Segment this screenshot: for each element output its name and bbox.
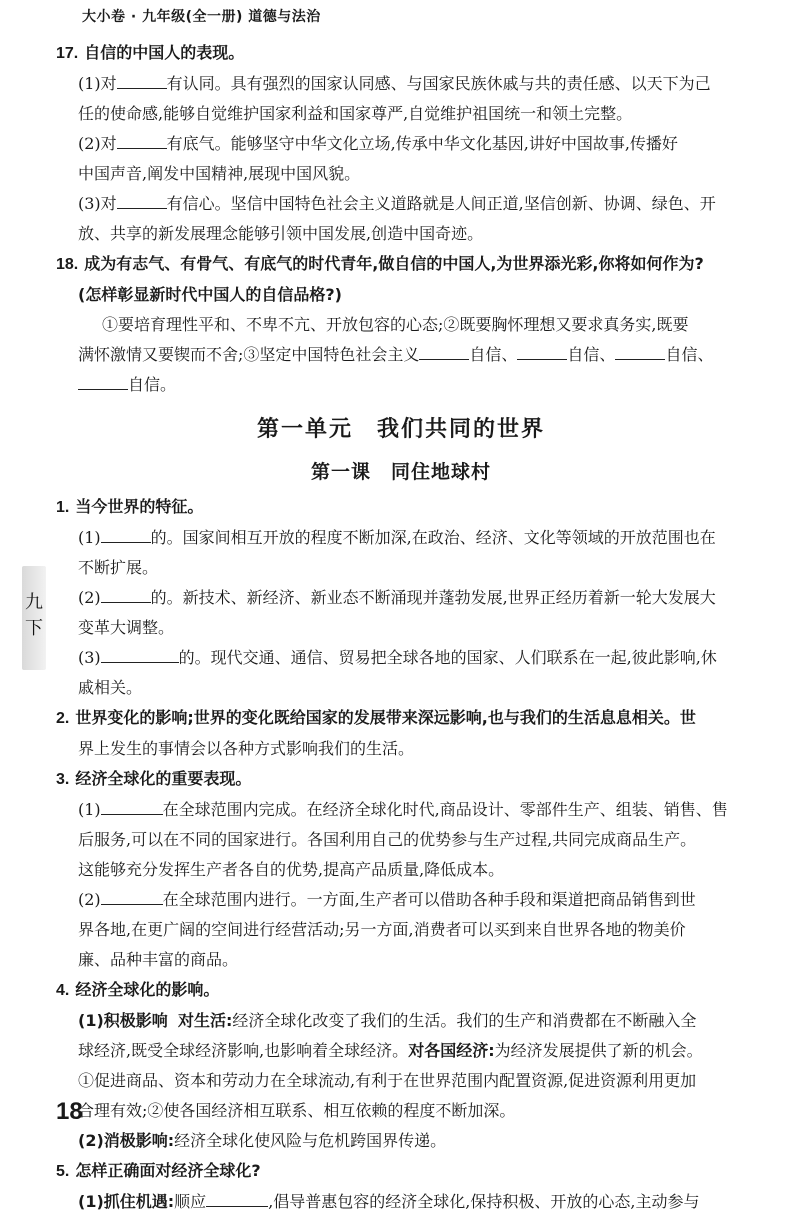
question-17-title: 17. 自信的中国人的表现。 [56, 43, 245, 62]
answer-blank[interactable] [101, 796, 163, 815]
section-4-title: 4. 经济全球化的影响。 [56, 980, 220, 999]
q17-item-3: (3)对 有信心。坚信中国特色社会主义道路就是人间正道,坚信创新、协调、绿色、开 [56, 189, 746, 219]
page-number: 18 [56, 1098, 83, 1125]
answer-blank[interactable] [117, 130, 167, 149]
s5-item-1: (1)抓住机遇:顺应 ,倡导普惠包容的经济全球化,保持积极、开放的心态,主动参与 [56, 1187, 746, 1217]
s4-item-1-cont-1: 球经济,既受全球经济影响,也影响着全球经济。对各国经济:为经济发展提供了新的机会。 [78, 1041, 703, 1060]
answer-blank[interactable] [101, 584, 151, 603]
answer-blank[interactable] [615, 341, 665, 360]
s3-item-1-cont-2: 这能够充分发挥生产者各自的优势,提高产品质量,降低成本。 [78, 860, 505, 879]
q17-item-2-cont: 中国声音,阐发中国精神,展现中国风貌。 [78, 164, 361, 183]
s1-item-2-cont: 变革大调整。 [78, 618, 175, 637]
q18-answer-line-1: ①要培育理性平和、不卑不亢、开放包容的心态;②既要胸怀理想又要求真务实,既要 [102, 315, 689, 334]
question-18-subtitle: (怎样彰显新时代中国人的自信品格?) [78, 285, 342, 304]
section-2-title: 2. 世界变化的影响;世界的变化既给国家的发展带来深远影响,也与我们的生活息息相关。世 [56, 708, 696, 727]
s4-item-1-cont-2: ①促进商品、资本和劳动力在全球流动,有利于在世界范围内配置资源,促进资源利用更加 [78, 1071, 697, 1090]
s1-item-3: (3) 的。现代交通、通信、贸易把全球各地的国家、人们联系在一起,彼此影响,休 [56, 643, 746, 673]
lesson-title: 第一课 同住地球村 [310, 461, 491, 483]
answer-blank[interactable] [419, 341, 469, 360]
s1-item-3-cont: 戚相关。 [78, 678, 143, 697]
answer-blank[interactable] [101, 886, 163, 905]
s1-item-2: (2) 的。新技术、新经济、新业态不断涌现并蓬勃发展,世界正经历着新一轮大发展大 [56, 583, 746, 613]
grade-side-tab [22, 566, 46, 670]
section-5-title: 5. 怎样正确面对经济全球化? [56, 1161, 261, 1180]
question-18-title: 18. 成为有志气、有骨气、有底气的时代青年,做自信的中国人,为世界添光彩,你将如何作为? [56, 254, 704, 273]
answer-blank[interactable] [517, 341, 567, 360]
answer-blank[interactable] [101, 524, 151, 543]
q18-answer-line-3: 自信。 [56, 370, 746, 400]
page-content [56, 38, 746, 1217]
answer-blank[interactable] [117, 70, 167, 89]
answer-blank[interactable] [101, 644, 179, 663]
s3-item-1: (1) 在全球范围内完成。在经济全球化时代,商品设计、零部件生产、组装、销售、售 [56, 795, 746, 825]
unit-title: 第一单元 我们共同的世界 [256, 417, 545, 442]
s4-item-1: (1)积极影响 对生活:经济全球化改变了我们的生活。我们的生产和消费都在不断融入全 [78, 1011, 697, 1030]
q17-item-2: (2)对 有底气。能够坚守中华文化立场,传承中华文化基因,讲好中国故事,传播好 [56, 129, 746, 159]
side-tab-char-2: 下 [25, 618, 43, 639]
s4-item-1-cont-3: 合理有效;②使各国经济相互联系、相互依赖的程度不断加深。 [78, 1101, 516, 1120]
page-header: 大小卷 · 九年级(全一册) 道德与法治 [82, 9, 321, 25]
side-tab-char-1: 九 [25, 592, 43, 613]
section-1-title: 1. 当今世界的特征。 [56, 497, 204, 516]
answer-blank[interactable] [78, 371, 128, 390]
answer-blank[interactable] [117, 190, 167, 209]
s3-item-1-cont-1: 后服务,可以在不同的国家进行。各国利用自己的优势参与生产过程,共同完成商品生产。 [78, 830, 697, 849]
s3-item-2-cont-1: 界各地,在更广阔的空间进行经营活动;另一方面,消费者可以买到来自世界各地的物美价 [78, 920, 686, 939]
s3-item-2: (2) 在全球范围内进行。一方面,生产者可以借助各种手段和渠道把商品销售到世 [56, 885, 746, 915]
answer-blank[interactable] [206, 1188, 268, 1207]
q17-item-3-cont: 放、共享的新发展理念能够引领中国发展,创造中国奇迹。 [78, 224, 484, 243]
q18-answer-line-2: 满怀激情又要锲而不舍;③坚定中国特色社会主义 自信、 自信、 自信、 [56, 340, 746, 370]
s1-item-1-cont: 不断扩展。 [78, 558, 159, 577]
s3-item-2-cont-2: 廉、品种丰富的商品。 [78, 950, 239, 969]
s1-item-1: (1) 的。国家间相互开放的程度不断加深,在政治、经济、文化等领域的开放范围也在 [56, 523, 746, 553]
q17-item-1-cont: 任的使命感,能够自觉维护国家利益和国家尊严,自觉维护祖国统一和领土完整。 [78, 104, 633, 123]
section-3-title: 3. 经济全球化的重要表现。 [56, 769, 252, 788]
s4-item-2: (2)消极影响:经济全球化使风险与危机跨国界传递。 [78, 1131, 447, 1150]
q17-item-1: (1)对 有认同。具有强烈的国家认同感、与国家民族休戚与共的责任感、以天下为己 [56, 69, 746, 99]
s2-cont: 界上发生的事情会以各种方式影响我们的生活。 [78, 739, 415, 758]
